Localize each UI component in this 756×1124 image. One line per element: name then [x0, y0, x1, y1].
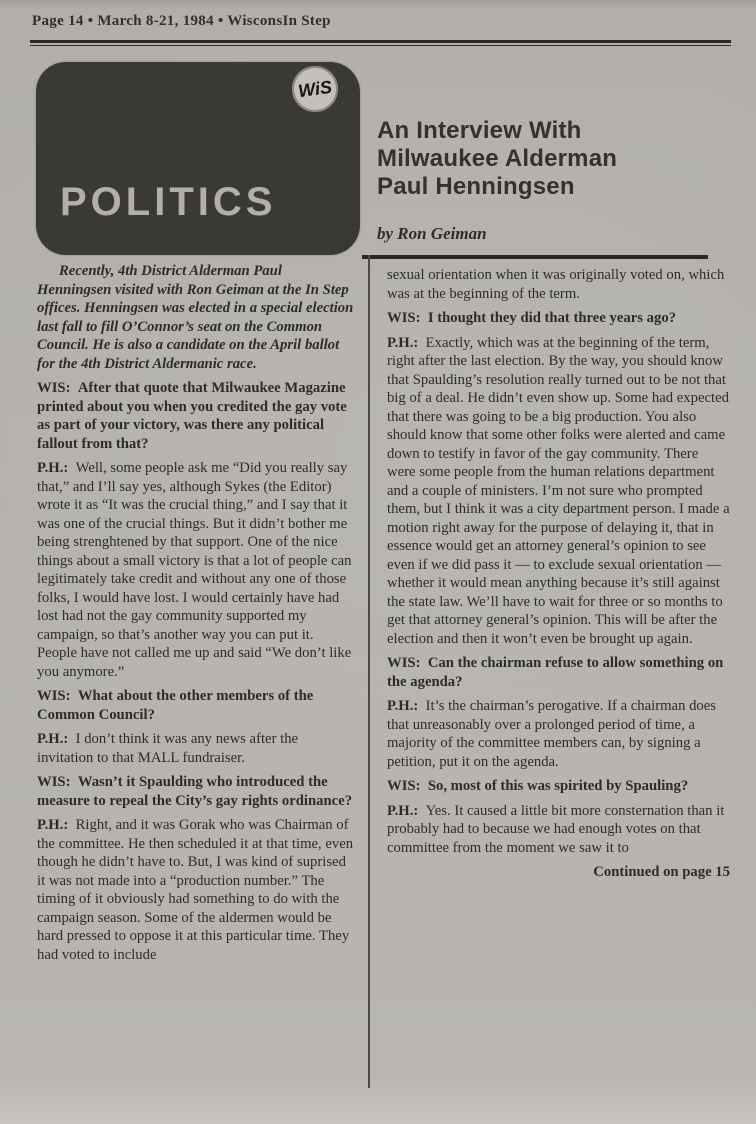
speaker-label: P.H.: [37, 460, 69, 476]
article-paragraph: P.H.: Exactly, which was at the beginning of the term, right after the last election. By the way, you should know that Spaulding’s resolution really turned out to be not that big of a deal. He didn’t even show up. Some had expected that there was going to be a big production. You also should know that some other folks were alerted and came down to testify in favor of the gay community. There were some people from the human relations department and a couple of ministers. I’m not sure who prompted them, but I think it was a city department person. I made a motion right away for the purpose of delaying it, that in essence would get an attorney general’s opinion to see even if we did pass it — to exclude sexual orientation — whether it would mean anything because it’s still against the state law. We’ll have to wait for three or so months to get that attorney general’s opinion. This will be after the election and then it won’t even be brought up again. [387, 334, 730, 647]
headline-line-1: An Interview With [377, 117, 582, 144]
article-column-left [37, 262, 357, 970]
article-column-right [387, 266, 730, 882]
article-paragraph: WIS: Wasn’t it Spaulding who introduced the measure to repeal the City’s gay rights ordinance? [37, 774, 353, 809]
speaker-label: P.H.: [387, 802, 419, 819]
article-paragraph: WIS: What about the other members of the Common Council? [37, 688, 314, 723]
speaker-label: P.H.: [37, 731, 69, 747]
wis-logo-icon: WiS [289, 63, 341, 115]
article-paragraph: WIS: Can the chairman refuse to allow something on the agenda? [387, 655, 724, 690]
article-paragraph: P.H.: Well, some people ask me “Did you really say that,” and I’ll say yes, although Sykes (the Editor) wrote it as “It was the crucial thing,” and I say that it was one of the crucial things. But it didn’t bother me being strenghtened by that support. One of the nice things about a small victory is that a lot of people can legitimately take credit and without any one of those folks, I would have lost. I would certainly have had lost had not the gay community supported my campaign, so that’s another way you can put it. People have not called me up and said “We don’t like you anymore.” [37, 460, 352, 680]
speaker-label: P.H.: [387, 698, 419, 714]
speaker-label: WIS: [37, 688, 71, 704]
article-paragraph: P.H.: It’s the chairman’s perogative. If a chairman does that unreasonably over a prolonged period of time, a majority of the committee members can, by signing a petition, put it on the agenda. [387, 698, 717, 770]
article-paragraph: P.H.: I don’t think it was any news after the invitation to that MALL fundraiser. [37, 731, 299, 766]
article-paragraph: WIS: I thought they did that three years ago? [387, 310, 677, 326]
continued-note: Continued on page 15 [593, 864, 730, 880]
speaker-label: WIS: [387, 655, 421, 671]
headline-line-2: Milwaukee Alderman [377, 145, 618, 172]
speaker-label: P.H.: [37, 817, 69, 833]
article-headline [377, 117, 737, 201]
article-paragraph: Recently, 4th District Alderman Paul Henningsen visited with Ron Geiman at the In Step offices. Henningsen was elected in a special election last fall to fill O’Connor’s seat on the Common Council. He is also a candidate on the April ballot for the 4th District Aldermanic race. [37, 263, 354, 372]
article-paragraph: WIS: After that quote that Milwaukee Magazine printed about you when you credited the gay vote as part of your victory, was there any political fallout from that? [37, 380, 347, 452]
article-column-right-paragraphs [387, 266, 730, 857]
byline-rule [362, 255, 708, 259]
article-paragraph: WIS: So, most of this was spirited by Spauling? [387, 778, 689, 794]
article-byline: by Ron Geiman [377, 224, 487, 243]
header-rule [30, 40, 731, 46]
politics-section-label: POLITICS [60, 180, 277, 224]
headline-line-3: Paul Henningsen [377, 173, 575, 200]
speaker-label: WIS: [387, 778, 421, 794]
speaker-label: P.H.: [387, 334, 419, 351]
speaker-label: WIS: [37, 774, 71, 790]
article-paragraph: P.H.: Yes. It caused a little bit more consternation than it probably had to because we had enough votes on that committee from the moment we saw it to [387, 802, 725, 856]
page-header: Page 14 • March 8-21, 1984 • WisconsIn Step [32, 13, 331, 29]
article-paragraph: sexual orientation when it was originally voted on, which was at the beginning of the term. [387, 267, 725, 302]
politics-section-box [36, 62, 360, 255]
column-divider [368, 255, 370, 1088]
article-paragraph: P.H.: Right, and it was Gorak who was Chairman of the committee. He then scheduled it at that time, even though he didn’t have to. But, I was kind of suprised it was not made into a “production number.” The timing of it obviously had something to do with the campaign season. Some of the aldermen would be hard pressed to oppose it at this particular time. They had voted to include [37, 817, 354, 963]
speaker-label: WIS: [387, 310, 421, 326]
speaker-label: WIS: [37, 380, 71, 396]
